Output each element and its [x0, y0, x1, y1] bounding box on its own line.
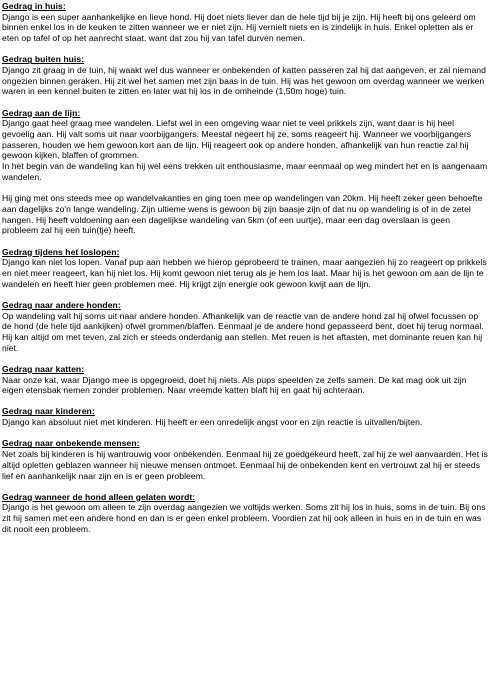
section-gedrag-naar-kinderen — [2, 406, 488, 427]
section-heading: Gedrag buiten huis: — [2, 54, 85, 65]
section-gedrag-aan-de-lijn — [2, 108, 488, 236]
section-heading: Gedrag tijdens het loslopen: — [2, 246, 120, 257]
section-gedrag-buiten-huis — [2, 54, 488, 97]
section-paragraph: Op wandeling valt hij soms uit naar andere honden. Afhankelijk van de reactie van de andere hond zal hij ofwel focussen op de hond (de hele tijd aankijken) ofwel grommen/blaffen. Eenmaal je de andere hond gepasseerd bent, doet hij terug normaal. — [2, 310, 484, 332]
section-gedrag-naar-katten — [2, 364, 488, 396]
section-gedrag-naar-onbekende-mensen — [2, 438, 488, 481]
section-heading: Gedrag in huis: — [2, 1, 66, 11]
section-gedrag-naar-andere-honden — [2, 300, 488, 354]
section-gedrag-alleen-gelaten — [2, 492, 488, 535]
section-heading: Gedrag naar andere honden: — [2, 299, 121, 310]
section-paragraph: Net zoals bij kinderen is hij wantrouwig voor onbekenden. Eenmaal hij ze goedgekeurd heeft, zal hij ze wel aanvaarden. Het is altijd opletten geblazen wanneer hij nieuwe mensen ontmoet. Eenmaal hij de onbekenden kent en vertrouwt zal hij er steeds lief en aanhankelijk naar zijn en is er geen probleem. — [2, 449, 488, 481]
section-paragraph: Hij ging met ons steeds mee op wandelvakanties en ging toen mee op wandelingen van 20km. Hij heeft zeker geen behoefte aan dagelijks zo'n lange wandeling. Zijn ultieme wens is gewoon bij zijn baasje zijn of dat nu op wandeling is of in de zetel hangen. Hij heeft voldoening aan een dagelijkse wandeling van 5km (of een uurtje), maar een dag overslaan is geen probleem zal hij een tuin(tje) heeft. — [2, 193, 483, 236]
section-heading: Gedrag naar kinderen: — [2, 406, 95, 417]
section-paragraph: Django gaat heel graag mee wandelen. Liefst wel in een omgeving waar niet te veel prikkels zijn, want daar is hij heel gevoelig aan. Hij valt soms uit naar voorbijgangers. Meestal negeert hij ze, soms reageert hij. Wanneer we voorbijgangers passeren, houden we hem gewoon kort aan de lijn. Hij reageert ook op andere honden, afhankelijk van hun reactie zal hij gewoon kijken, blaffen of grommen. — [2, 118, 472, 161]
section-paragraph: In het begin van de wandeling kan hij wel eens trekken uit enthousiasme, maar eenmaal op weg mindert het en is aangenaam wandelen. — [2, 161, 488, 182]
section-paragraph: Django zit graag in de tuin, hij waakt wel dus wanneer er onbekenden of katten passeren zal hij dat aangeven, er zal niemand ongezien binnen geraken. Hij zit wel het samen met zijn baas in de tuin. Hij was het gewoon om overdag wanneer we werken waren in een kennel buiten te zitten en later wat hij los in de omheinde (1,50m hoge) tuin. — [2, 65, 486, 97]
section-paragraph: Naar onze kat, waar Django mee is opgegroeid, doet hij niets. Als pups speelden ze zelfs samen. De kat mag ook uit zijn eigen etensbak nemen zonder problemen. Naar vreemde katten blaft hij en gaat hij achteraan. — [2, 374, 467, 396]
section-paragraph: Django kan niet los lopen. Vanaf pup aan hebben we hierop geprobeerd te trainen, maar aangezien hij zo reageert op prikkels en niet meer reageert, kan hij niet los. Hij komt gewoon niet terug als je hem los laat. Maar hij is het gewoon om aan de lijn te wandelen en heeft hier geen problemen mee. Hij krijgt zijn energie ook gewoon kwijt aan de lijn. — [2, 257, 487, 289]
section-paragraph: Django is een super aanhankelijke en lieve hond. Hij doet niets liever dan de hele tijd bij je zijn. Hij heeft bij ons geleerd om binnen enkel los in de keuken te zitten wanneer we er niet zijn. Hij vernielt niets en is zindelijk in huis. Enkel opletten als er eten op tafel of op het aanrecht staat, want dat zou hij van tafel durven nemen. — [2, 11, 476, 44]
section-gedrag-tijdens-loslopen — [2, 247, 488, 290]
section-gedrag-in-huis — [2, 1, 488, 44]
section-paragraph: Django kan absoluut niet met kinderen. Hij heeft er een onredelijk angst voor en zijn reactie is uitvallen/bijten. — [2, 417, 423, 428]
section-heading: Gedrag aan de lijn: — [2, 107, 81, 118]
section-paragraph: Hij kan altijd om met teven, zal zich er steeds onderdanig aan stellen. Met reuen is het aftasten, met dominante reuen kan hij niet. — [2, 331, 483, 353]
section-heading: Gedrag naar onbekende mensen: — [2, 438, 140, 449]
section-heading: Gedrag wanneer de hond alleen gelaten wordt: — [2, 491, 196, 502]
section-paragraph: Django is het gewoon om alleen te zijn overdag aangezien we voltijds werken. Soms zit hij los in huis, soms in de tuin. Bij ons zit hij samen met een andere hond en dan is er geen enkel probleem. Voordien zat hij ook alleen in huis en in de tuin en was dit nooit een probleem. — [2, 502, 486, 534]
section-heading: Gedrag naar katten: — [2, 363, 85, 374]
document-body — [2, 1, 488, 545]
